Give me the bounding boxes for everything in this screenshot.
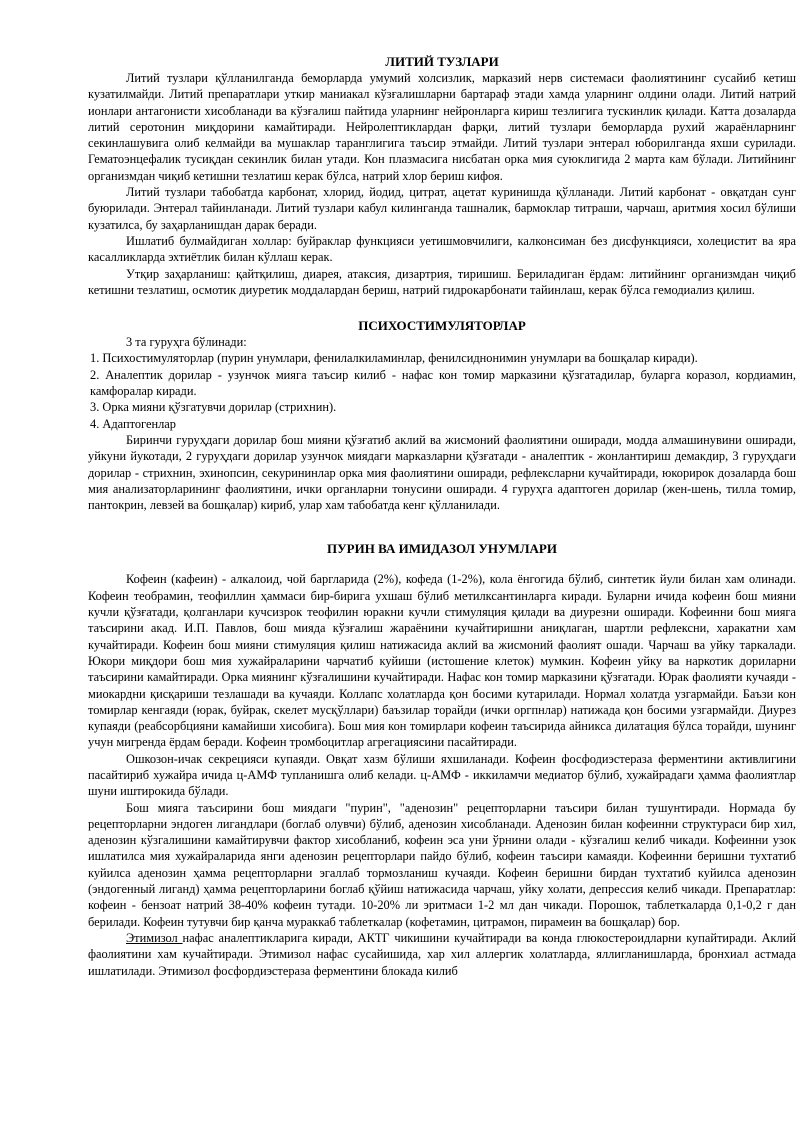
list-item: 3. Орка мияни қўзгатувчи дорилар (стрихнин). <box>90 400 337 415</box>
paragraph <box>88 930 796 979</box>
section-title-psychostimulants: ПСИХОСТИМУЛЯТОРЛАР <box>358 318 526 334</box>
paragraph: Литий тузлари қўлланилганда беморларда умумий холсизлик, марказий нерв системаси фаолиятининг сусайиб кетиш кузатилмайди. Литий препаратлари уткир маниакал кўзғалишларни бартараф этади хамда уларнинг олдини олади. Литий натрий ионлари антагонисти хисобланади ва кўзғалиш пайтида уларнинг нейронларга кириш тезлигига тускинлик қилади. Катта дозаларда литий серотонин миқдорини камайтиради. Нейролептиклардан фарқи, литий тузлари беморларда рухий жараёнларнинг секинлашувига олиб келмайди ва мушаклар таранглигига таъсир этмайди. Литий тузлари энтерал юборилганда яхши сурилади. Гематоэнцефалик тусиқдан секинлик билан утади. Кон плазмасига нисбатан орка мия суюклигида 2 марта кам бўлади. Литийнинг организмдан чиқиб кетишни тезлатиш керак бўлса, натрий хлор бериш кифоя. <box>88 71 796 183</box>
paragraph: Биринчи гуруҳдаги дорилар бош мияни қўзғатиб аклий ва жисмоний фаолиятини оширади, модда алмашинувини оширади, уйкуни йукотади, 2 гуруҳдаги дорилар узунчок миядаги марказларни қўзғатади - аналептик - жонлантириш демакдир, 3 гуруҳдаги дорилар - стрихнин, эхинопсин, секурининлар орка мия фаолиятини оширади, рефлексларни кучайтиради, юкорирок дозаларда бош мия анализаторларининг фаолиятини, ички органларни тонусини оширади. 4 гуруҳга адаптоген дорилар (жен-шень, тилла томир, пантокрин, левзей ва бошқалар) кириб, улар хам табобатда кенг қўлланилади. <box>88 432 796 513</box>
section-title-purine: ПУРИН ВА ИМИДАЗОЛ УНУМЛАРИ <box>327 541 557 557</box>
paragraph: Бош мияга таъсирини бош миядаги "пурин", "аденозин" рецепторларни таъсири билан тушунтиради. Нормада бу рецепторларни эндоген лигандлари (боглаб олувчи) бўлиб, аденозин хисобланади. Аденозин билан кофеинни структураси бир хил, аденозин кўзгалишини камайтирувчи фактор хисобланиб, кофеин эса уни ўрнини олади - кўзғалиш келиб чикади. Кофеинни узок ишлатилса мия хужайраларида янги аденозин рецепторлари пайдо бўлиб, кофеин таъсири камаяди. Кофеинни беришни тухтатиб куйилса аденозин ҳамма рецепторларни эгаллаб тормозланиш кучаяди. Кофеин беришни бирдан тухтатиб куйилса аденозин (эндогенный лиганд) ҳамма рецепторларини боглаб қўйиш натижасида чарчаш, уйку холати, депрессия келиб чикади. Препаратлар: кофеин - бензоат натрий 38-40% кофеин тутади. 10-20% ли эритмаси 1-2 мл дан чикади. Порошок, таблеткаларда 0,1-0,2 г дан берилади. Кофеин тутувчи бир қанча мураккаб таблеткалар (кофетамин, цитрамон, пирамеин ва бошқалар) бор. <box>88 800 796 929</box>
paragraph: Ошкозон-ичак секрецияси купаяди. Овқат хазм бўлиши яхшиланади. Кофеин фосфодиэстераза ферментини активлигини пасайтириб хужайра ичида ц-АМФ тупланишга олиб келади. ц-АМФ - иккиламчи медиатор бўлиб, хужайрадаги ҳамма фаолиятлар шуни иштирокида бўлади. <box>88 751 796 799</box>
list-item: 4. Адаптогенлар <box>90 416 176 431</box>
section-title-lithium: ЛИТИЙ ТУЗЛАРИ <box>385 54 499 69</box>
paragraph: Утқир заҳарланиш: қайтқилиш, диарея, атаксия, дизартрия, тиришиш. Бериладиган ёрдам: литийнинг организмдан чиқиб кетишни тезлатиш, осмотик диуретик моддалардан бериш, натрий гидрокарбонати тайинлаш, керак бўлса гемодиализ қилиш. <box>88 266 796 297</box>
paragraph-text: нафас аналептикларига киради, АКТГ чикишини кучайтиради ва конда глюкостероидларни купайтиради. Аклий фаолиятини хам кучайтиради. Этимизол нафас сусайишида, хар хил аллергик холатларда, яллигланишларда, бронхиал астмада ишлатилади. Этимизол фосфордиэстераза ферментини блокада килиб <box>88 930 796 978</box>
paragraph: Литий тузлари табобатда карбонат, хлорид, йодид, цитрат, ацетат куринишда қўлланади. Литий карбонат - овқатдан сунг буюрилади. Энтерал тайинланади. Литий тузлари кабул килинганда ташналик, бармоклар титраши, чарчаш, аритмия хосил бўлиши кузатилса, бу заҳарланишдан дарак беради. <box>88 185 796 232</box>
term-etimizol: Этимизол <box>126 930 183 945</box>
document-page <box>88 54 796 979</box>
list-intro: 3 та гуруҳга бўлинади: <box>126 335 247 350</box>
paragraph: Ишлатиб булмайдиган холлар: буйраклар функцияси уетишмовчилиги, калконсиман без дисфункцияси, холецистит ва яра касалликларда эхтиётлик билан кўллаш керак. <box>88 233 796 265</box>
list-item: 2. Аналептик дорилар - узунчок мияга таъсир килиб - нафас кон томир марказини қўзгатадилар, буларга коразол, кордиамин, камфоралар киради. <box>90 367 796 399</box>
list-item: 1. Психостимуляторлар (пурин унумлари, фенилалкиламинлар, фенилсиднонимин унумлари ва бошқалар киради). <box>90 351 698 366</box>
paragraph: Кофеин (кафеин) - алкалоид, чой баргларида (2%), кофеда (1-2%), кола ёнгогида бўлиб, синтетик йули билан хам олинади. Кофеин теобрамин, теофиллин ҳаммаси бир-бирига ухшаш бўлиб метилксантинларга киради. Буларни ичида кофеин бош мияни кучли қўзғатади, қолганлари кучсизрок теофилин юракни кучли стимуляция қилади ва диурезни оширади. Кофеинни бош мияга таъсирини акад. И.П. Павлов, бош мияда кўзғалиш жараёнини кучайтиришни аниқлаган, шартли рефлексни, харакатни хам кучайтиради. Кофеин бош мияни стимуляция қилиш натижасида аклий ва жисмоний фаолият ошади. Чарчаш ва уйку таркалади. Юкори миқдори бош мия хужайраларини чарчатиб куйиши (истошение клеток) мумкин. Кофеин уйку ва наркотик дориларни таъсирини камайтиради. Орка миянинг кўзғалишини кучайтиради. Нафас кон томир марказини қўзғатади. Юрак фаолияти кучаяди - миокардни қисқариши тезлашади ва кучаяди. Коллапс холатларда қон босими кутарилади. Нормал холатда узгармайди. Баъзи кон томирлар кенгаяди (юрак, буйрак, скелет мусқўллари) баъзилар торайди (ички оргпнлар) натижада қон босими узгармайди. Диурез купаяди (реабсорбцияни камайиши хисобига). Бош мия кон томирлари кофеин таъсирида айникса дилатация бўлса торайди, шунинг учун мигренда ёрдам беради. Кофеин тромбоцитлар агрегациясини пасайтиради. <box>88 572 796 750</box>
